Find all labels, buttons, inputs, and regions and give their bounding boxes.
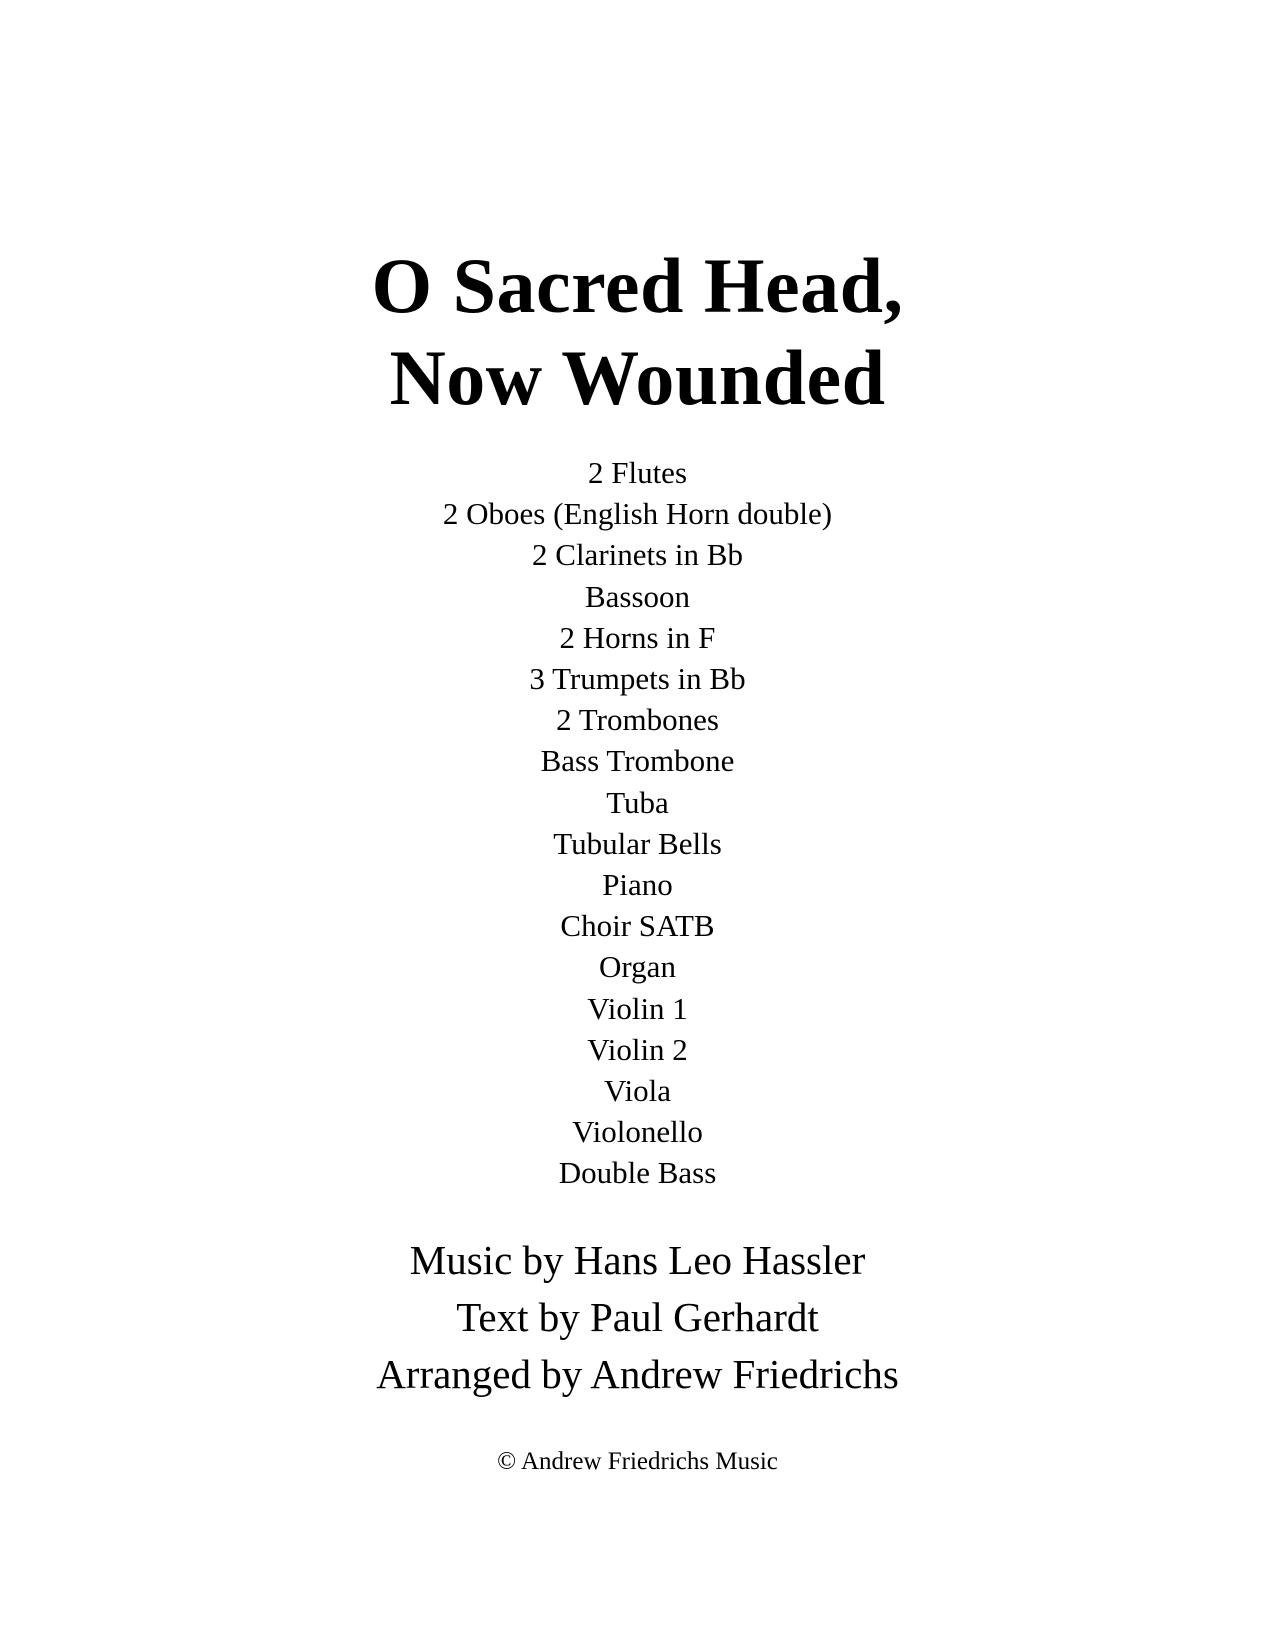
list-item: 3 Trumpets in Bb <box>529 661 746 697</box>
page-title <box>0 240 1275 424</box>
list-item: 2 Horns in F <box>559 619 716 655</box>
list-item: Choir SATB <box>560 908 715 944</box>
credit-music: Music by Hans Leo Hassler <box>409 1237 866 1283</box>
list-item: Bass Trombone <box>540 743 735 779</box>
list-item: 2 Flutes <box>587 455 688 490</box>
list-item: 2 Clarinets in Bb <box>532 537 743 573</box>
instrumentation-list <box>0 452 1275 1194</box>
list-item: 2 Trombones <box>556 702 719 738</box>
list-item: Tubular Bells <box>553 825 722 861</box>
list-item: Violin 2 <box>587 1031 688 1067</box>
list-item: Violin 1 <box>587 990 688 1026</box>
title-line-1: O Sacred Head, <box>371 242 904 329</box>
credit-text: Text by Paul Gerhardt <box>456 1294 819 1340</box>
list-item: Piano <box>602 867 673 903</box>
list-item: 2 Oboes (English Horn double) <box>442 496 833 532</box>
list-item: Bassoon <box>584 578 691 614</box>
credits-block <box>0 1232 1275 1403</box>
credit-arranger: Arranged by Andrew Friedrichs <box>376 1351 899 1397</box>
list-item: Double Bass <box>558 1155 717 1191</box>
list-item: Organ <box>599 949 676 985</box>
copyright-notice: © Andrew Friedrichs Music <box>497 1448 778 1475</box>
list-item: Tuba <box>606 784 669 820</box>
list-item: Violonello <box>572 1114 703 1150</box>
title-line-2: Now Wounded <box>389 334 886 422</box>
list-item: Viola <box>603 1073 671 1109</box>
